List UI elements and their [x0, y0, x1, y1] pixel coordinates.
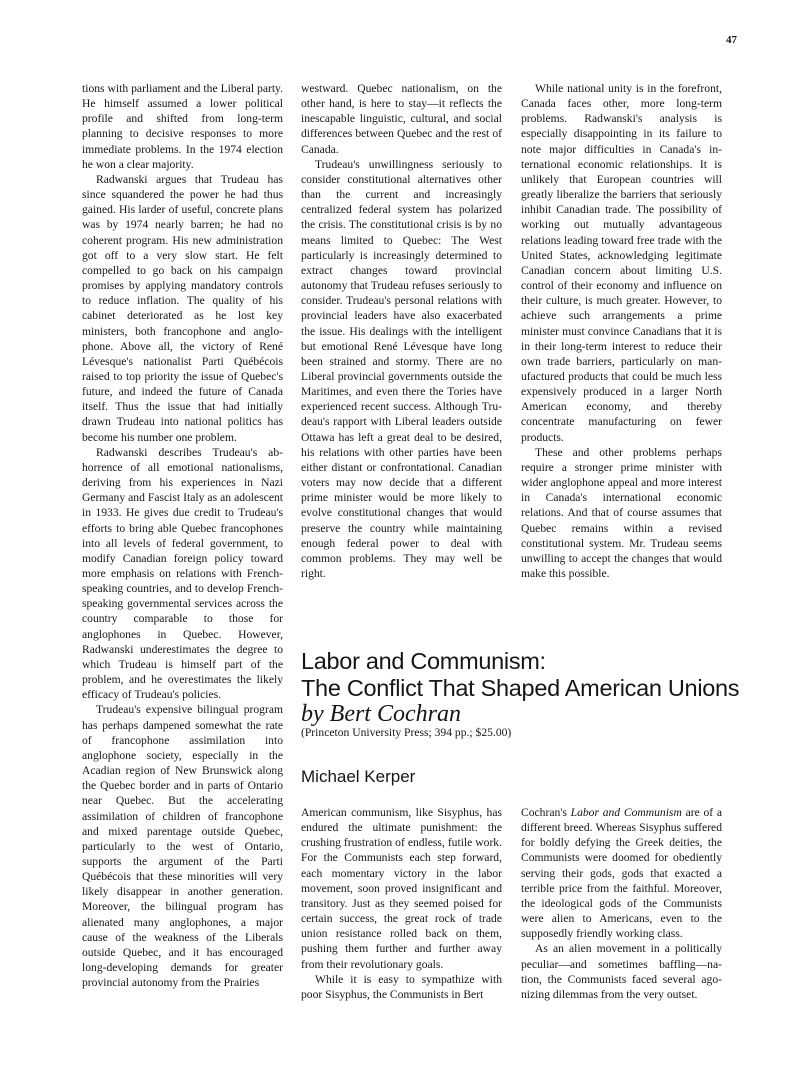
paragraph: American communism, like Sisyphus, has endured the ultimate punishment: the crushing frustration of endless, futile work. For the Communists each step forward, each momentary victory in the labor movement, soon proved insignificant and transitory. Just as they seemed poised for certain success, the great rock of trade union resistance rolled back on them, pushing them further and further away from their revolutionary goals.	[301, 806, 502, 971]
book-author: by Bert Cochran	[301, 701, 461, 727]
paragraph: These and other problems perhaps require a stronger prime minister with wider anglophone appeal and more interest in Canada's international economic relations. And that of course assumes that Quebec remains within a revised constitutional system. Mr. Trudeau seems unwilling to accept the changes that would make this possible.	[521, 445, 722, 580]
paragraph: While national unity is in the forefront, Canada faces other, more long-term problems. Radwanski's analysis is especially disappointing in its failure to note major difficulties in Canada's international economic relationships. It is unlikely that European countries will greatly liberalize the barriers that seriously inhibit Canadian trade. The possibility of working out mutually advantageous relations leading toward free trade with the United States, acknowledging legitimate Canadian concern about limiting U.S. control of their economy and influence on their culture, is much greater. However, to achieve such arrangements a prime minister must convince Canadians that it is in their long-term interest to reduce their own trade barriers, particularly on manufactured products that could be much less expensively produced in a larger North American economy, and thereby concentrate manufacturing on fewer products.	[521, 82, 722, 444]
column-3	[521, 81, 722, 581]
paragraph: As an alien movement in a politically peculiar—and sometimes baffling—nation, the Communists faced several agonizing dilemmas from the very outset.	[521, 942, 722, 1001]
column-5	[521, 805, 722, 1002]
paragraph: Radwanski argues that Trudeau has since squandered the power he had thus gained. His larder of useful, concrete plans was by 1974 nearly barren; he had no coherent program. His new administration got off to a very slow start. He felt compelled to go back on his campaign promises by applying mandatory controls to reduce inflation. The quality of his cabinet deteriorated as he lost key ministers, both francophone and anglophone. Above all, the victory of René Lévesque's nationalist Parti Québécois raised to top priority the issue of Quebec's future, and indeed the future of Canada itself. Thus the issue that had initially drawn Trudeau into national politics has become his number one problem.	[82, 172, 283, 444]
review-title-line-2: The Conflict That Shaped American Unions	[301, 675, 740, 701]
publication-info: (Princeton University Press; 394 pp.; $25.00)	[301, 726, 512, 739]
review-title-line-1: Labor and Communism:	[301, 648, 546, 674]
paragraph: Trudeau's unwillingness seriously to consider constitutional alternatives other than the current and increasingly centralized federal system has polarized the crisis. The constitutional crisis is by no means limited to Quebec: The West particularly is increasingly determined to extract changes toward provincial autonomy that Trudeau refuses seriously to consider. Trudeau's personal relations with provincial leaders have also exacerbated the issue. His dealings with the intelligent but emotional René Lévesque have long been strained and stormy. There are no Liberal provincial governments outside the Maritimes, and even there the Tories have experienced recent success. Although Trudeau's rapport with Liberal leaders outside Ottawa has left a great deal to be desired, his relations with other parties have been either distant or confrontational. Canadian voters may now decide that a different prime minister would be more likely to evolve constitutional changes that would preserve the country while maintaining enough federal power to deal with common problems. They may well be right.	[301, 157, 502, 580]
paragraph: westward. Quebec nationalism, on the other hand, is here to stay—it reflects the inescapable linguistic, cultural, and social differences between Quebec and the rest of Canada.	[301, 82, 502, 156]
paragraph: Radwanski describes Trudeau's abhorrence of all emotional nationalisms, deriving from his experiences in Nazi Germany and Fascist Italy as an adolescent in 1933. He gives due credit to Trudeau's efforts to bring able Quebec francophones into all levels of federal government, to modify Canadian foreign policy toward more emphasis on relations with French-speaking countries, and to develop French-speaking governmental services across the country comparable to those for anglophones in Quebec. However, Radwanski underestimates the degree to which Trudeau is himself part of the problem, and he overestimates the likely efficacy of Trudeau's policies.	[82, 445, 283, 702]
review-title	[301, 648, 741, 702]
reviewer-name: Michael Kerper	[301, 767, 416, 786]
book-title-italic: Labor and Communism	[570, 806, 682, 819]
column-4	[301, 805, 502, 1002]
paragraph	[521, 805, 722, 941]
paragraph: Trudeau's expensive bilingual program has perhaps dampened somewhat the rate of francophone assimilation into anglophone society, especially in the Acadian region of New Brunswick along the Quebec border and in parts of Ontario near Quebec. But the accelerating assimilation of children of francophone and mixed parentage outside Quebec, particularly to the west of Ontario, supports the argument of the Parti Québécois that these minorities will very likely disappear in another generation. Moreover, the bilingual program has alienated many anglophones, a major cause of the weakness of the Liberals outside Quebec, and it has encouraged long-developing demands for greater provincial autonomy from the Prairies	[82, 703, 283, 990]
text-run: are of a different breed. Whereas Sisyphus suffered for boldly defying the Greek deities, the Communists were doomed for obediently serving their gods, gods that exacted a terrible price from the faithful. Moreover, the ideological gods of the Communists were alien to Americans, even to the supposedly friendly working class.	[521, 806, 723, 941]
paragraph: While it is easy to sympathize with poor Sisyphus, the Communists in Bert	[301, 972, 502, 1001]
text-run: Cochran's	[521, 806, 571, 819]
column-2	[301, 81, 502, 581]
page-number: 47	[726, 34, 737, 46]
column-1	[82, 81, 283, 990]
paragraph: tions with parliament and the Liberal party. He himself assumed a lower political profile and shifted from long-term planning to decisive responses to more immediate problems. In the 1974 election he won a clear majority.	[82, 82, 283, 171]
